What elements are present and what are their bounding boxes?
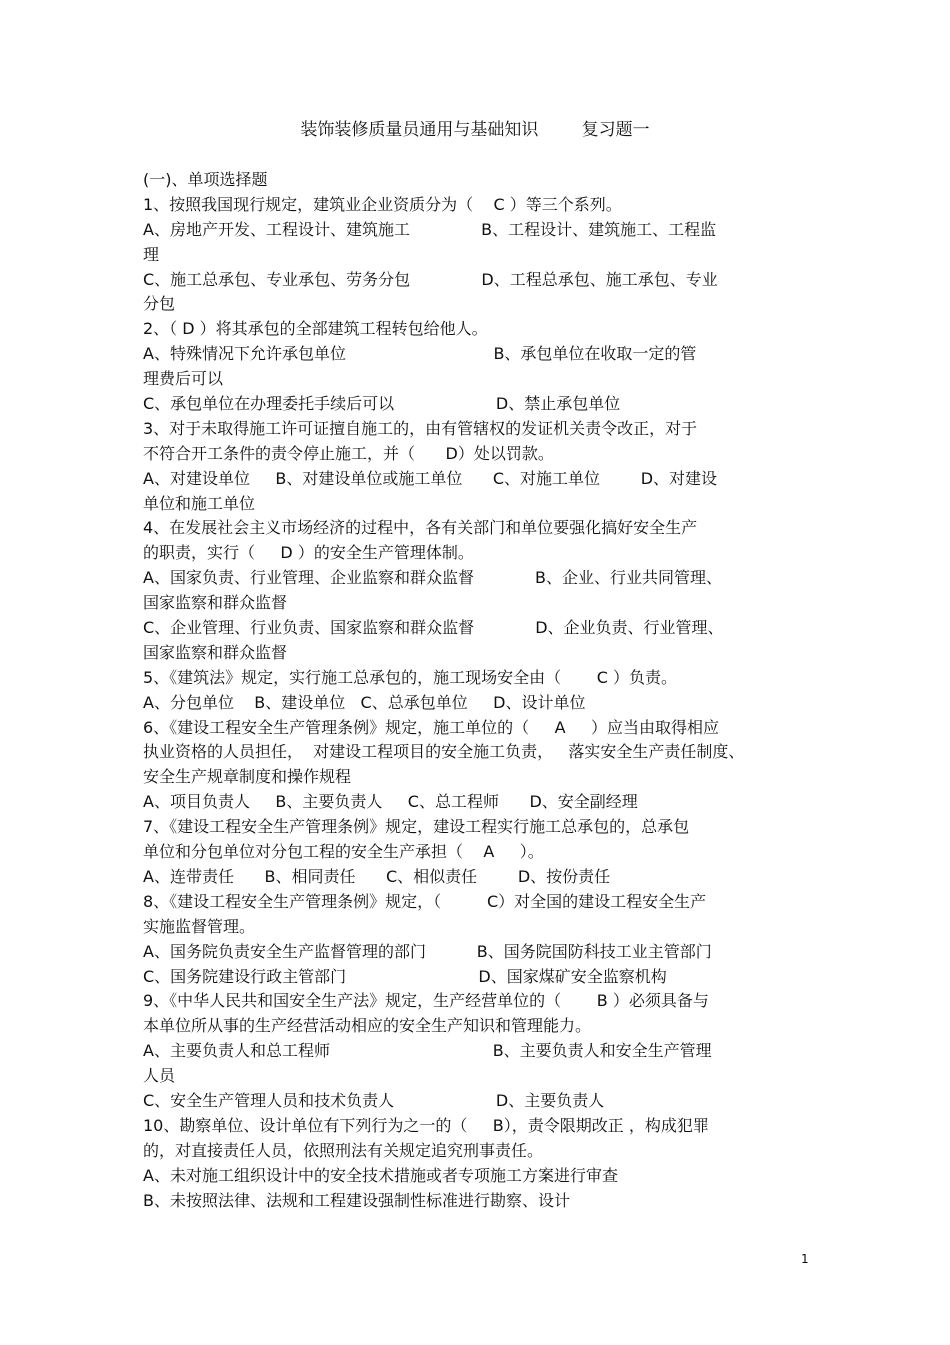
text-line: 人员 (143, 1066, 176, 1086)
text-line: A、国务院负责安全生产监督管理的部门 B、国务院国防科技工业主管部门 (143, 941, 712, 961)
page-number: 1 (801, 1252, 809, 1266)
text-line: A、项目负责人 B、主要负责人 C、总工程师 D、安全副经理 (143, 792, 638, 812)
text-line: C、施工总承包、专业承包、劳务分包 D、工程总承包、施工承包、专业 (143, 269, 718, 289)
text-line: B、未按照法律、法规和工程建设强制性标准进行勘察、设计 (143, 1190, 570, 1210)
text-line: 10、勘察单位、设计单位有下列行为之一的（ B），责令限期改正 ，构成犯罪 (143, 1115, 709, 1135)
text-line: 3、对于未取得施工许可证擅自施工的，由有管辖权的发证机关责令改正，对于 (143, 418, 698, 438)
text-line: A、特殊情况下允许承包单位 B、承包单位在收取一定的管 (143, 344, 697, 364)
text-line: 国家监察和群众监督 (143, 593, 288, 613)
text-line: 6、《建设工程安全生产管理条例》规定，施工单位的（ A ）应当由取得相应 (143, 717, 719, 737)
text-line: A、国家负责、行业管理、企业监察和群众监督 B、企业、行业共同管理、 (143, 568, 722, 588)
document-title: 装饰装修质量员通用与基础知识 复习题一 (300, 120, 650, 140)
text-line: 实施监督管理。 (143, 916, 256, 936)
text-line: A、主要负责人和总工程师 B、主要负责人和安全生产管理 (143, 1041, 712, 1061)
text-line: 7、《建设工程安全生产管理条例》规定，建设工程实行施工总承包的，总承包 (143, 817, 690, 837)
text-line: 国家监察和群众监督 (143, 642, 288, 662)
text-line: 2、（ D ）将其承包的全部建筑工程转包给他人。 (143, 319, 488, 339)
text-line: 单位和分包单位对分包工程的安全生产承担（ A ）。 (143, 842, 544, 862)
text-line: A、未对施工组织设计中的安全技术措施或者专项施工方案进行审查 (143, 1165, 618, 1185)
document-body (143, 168, 811, 1213)
text-line: 分包 (143, 294, 176, 314)
text-line: 8、《建设工程安全生产管理条例》规定，（ C）对全国的建设工程安全生产 (143, 891, 707, 911)
text-line: 理 (143, 244, 160, 264)
text-line: 的职责，实行（ D ）的安全生产管理体制。 (143, 543, 474, 563)
text-line: 执业资格的人员担任， 对建设工程项目的安全施工负责， 落实安全生产责任制度、 (143, 742, 745, 762)
text-line: A、分包单位 B、建设单位 C、总承包单位 D、设计单位 (143, 692, 586, 712)
text-line: 1、按照我国现行规定，建筑业企业资质分为（ C ）等三个系列。 (143, 194, 622, 214)
text-line: C、承包单位在办理委托手续后可以 D、禁止承包单位 (143, 394, 621, 414)
text-line: 本单位所从事的生产经营活动相应的安全生产知识和管理能力。 (143, 1016, 592, 1036)
text-line: A、房地产开发、工程设计、建筑施工 B、工程设计、建筑施工、工程监 (143, 219, 717, 239)
text-line: C、安全生产管理人员和技术负责人 D、主要负责人 (143, 1090, 605, 1110)
text-line: A、连带责任 B、相同责任 C、相似责任 D、按份责任 (143, 866, 611, 886)
text-line: 安全生产规章制度和操作规程 (143, 767, 352, 787)
text-line: C、企业管理、行业负责、国家监察和群众监督 D、企业负责、行业管理、 (143, 618, 724, 638)
text-line: A、对建设单位 B、对建设单位或施工单位 C、对施工单位 D、对建设 (143, 468, 718, 488)
text-line: 4、在发展社会主义市场经济的过程中，各有关部门和单位要强化搞好安全生产 (143, 518, 698, 538)
question-list (143, 193, 811, 1214)
text-line: 不符合开工条件的责令停止施工，并（ D）处以罚款。 (143, 443, 554, 463)
section-heading: (一)、单项选择题 (143, 170, 268, 189)
text-line: 的，对直接责任人员，依照刑法有关规定追究刑事责任。 (143, 1140, 544, 1160)
text-line: 9、《中华人民共和国安全生产法》规定，生产经营单位的（ B ）必须具备与 (143, 991, 709, 1011)
text-line: 单位和施工单位 (143, 493, 256, 513)
text-line: 理费后可以 (143, 369, 224, 389)
text-line: C、国务院建设行政主管部门 D、国家煤矿安全监察机构 (143, 966, 667, 986)
text-line: 5、《建筑法》规定，实行施工总承包的，施工现场安全由（ C ）负责。 (143, 667, 678, 687)
